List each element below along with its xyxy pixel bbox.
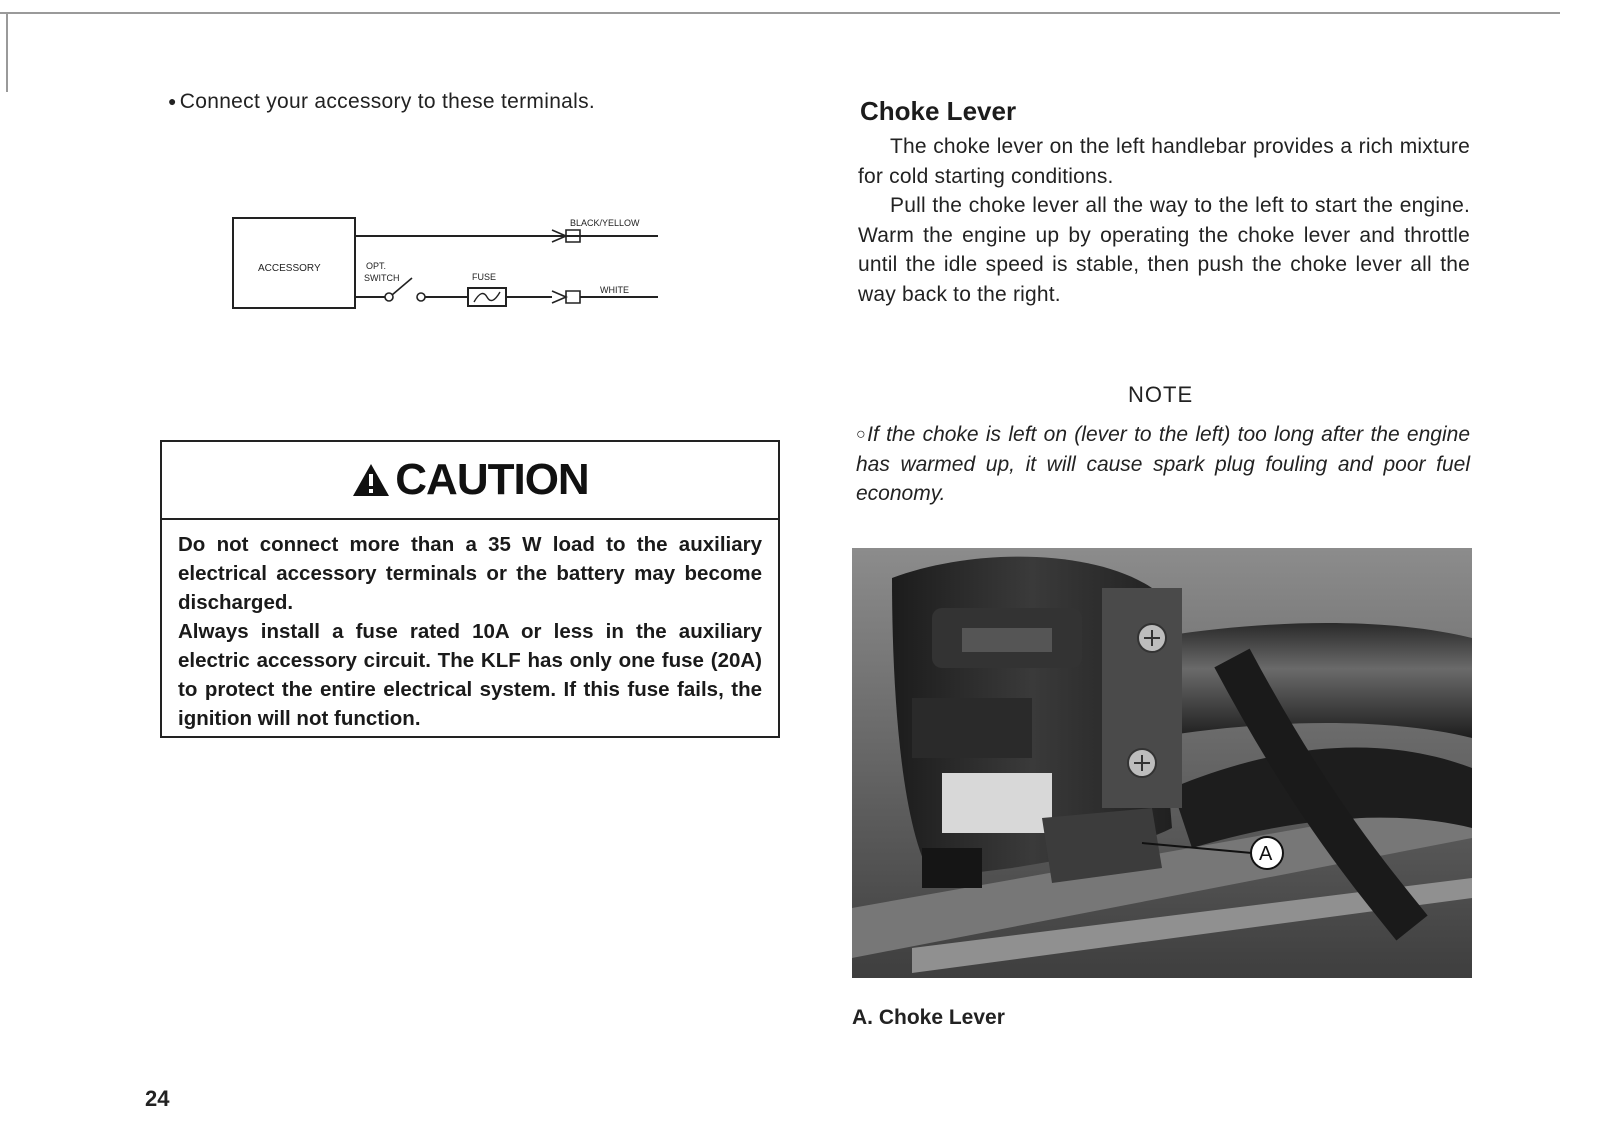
photo-callout-a: A: [1259, 843, 1273, 865]
instruction-label: Connect your accessory to these terminals.: [179, 90, 596, 113]
caution-header: [162, 442, 778, 520]
caution-box: [160, 440, 780, 738]
choke-lever-body: [858, 132, 1470, 309]
left-edge-rule: [6, 12, 8, 92]
warning-triangle-icon: [351, 462, 391, 498]
instruction-text: [168, 90, 595, 114]
bullet-icon: ●: [168, 93, 177, 109]
handlebar-photo-image: [852, 548, 1472, 978]
caution-title: CAUTION: [395, 455, 589, 504]
connector-bottom-icon: [552, 291, 580, 303]
wire-bottom-label: WHITE: [600, 285, 629, 295]
switch-contact-right-icon: [417, 293, 425, 301]
page-number: 24: [145, 1086, 170, 1111]
choke-paragraph-2: Pull the choke lever all the way to the left to start the engine. Warm the engine up by operating the choke lever and throttle until the idle speed is stable, then push the choke lever all the way back to the right.: [858, 194, 1470, 306]
handlebar-photo: [852, 548, 1472, 978]
choke-lever-heading: Choke Lever: [860, 96, 1017, 126]
wiring-diagram: [230, 210, 690, 320]
note-bullet-icon: ○: [856, 426, 868, 443]
note-heading: NOTE: [1128, 382, 1194, 407]
note-text: [856, 420, 1470, 509]
photo-caption: A. Choke Lever: [852, 1006, 1005, 1029]
choke-paragraph-1: The choke lever on the left handlebar provides a rich mixture for cold starting conditions.: [858, 135, 1470, 188]
caution-paragraph-2: Always install a fuse rated 10A or less in the auxiliary electric accessory circuit. The KLF has only one fuse (20A) to protect the entire electrical system. If this fuse fails, the ignition will not function.: [178, 620, 762, 730]
note-body: If the choke is left on (lever to the left) too long after the engine has warmed up, it will cause spark plug fouling and poor fuel economy.: [856, 423, 1470, 505]
caution-paragraph-1: Do not connect more than a 35 W load to the auxiliary electrical accessory terminals or the battery may become discharged.: [178, 533, 762, 614]
top-edge-rule: [0, 12, 1560, 14]
caution-body: [162, 520, 778, 733]
switch-label-1: OPT.: [366, 261, 387, 271]
wire-top-label: BLACK/YELLOW: [570, 218, 640, 228]
fuse-label: FUSE: [472, 272, 497, 282]
switch-label-2: SWITCH: [364, 273, 400, 283]
accessory-label: ACCESSORY: [258, 263, 321, 274]
